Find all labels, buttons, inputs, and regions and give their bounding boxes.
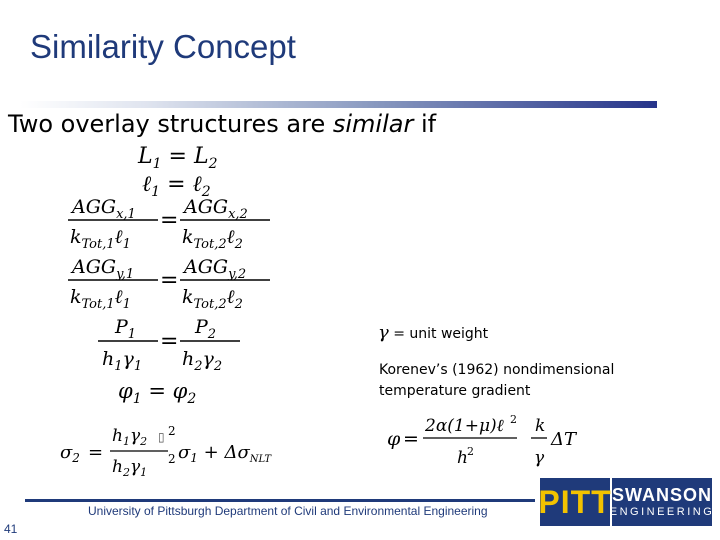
page-number: 41: [4, 522, 18, 536]
svg-text:σ1 + ΔσNLT: $\sigma_1 + \Delta\sigma_{NLT}$: [178, 442, 271, 465]
gamma-text: = unit weight: [388, 326, 489, 342]
svg-text:▯: ▯: [158, 430, 165, 444]
gamma-symbol: γ: [378, 322, 389, 343]
similarity-equations: [60, 135, 360, 495]
svg-text:h2γ2: $h_2\gamma_2$: [182, 348, 223, 374]
slide-subtitle: [8, 110, 436, 138]
svg-text:2: 2: [168, 452, 176, 466]
swanson-logo-mark: [609, 478, 715, 526]
korenev-note: [379, 360, 614, 402]
title-underline-bar: [20, 101, 657, 108]
svg-text:σ2: $\sigma_2$: [60, 442, 80, 465]
slide-title: Similarity Concept: [30, 28, 296, 65]
svg-text:=: =: [160, 208, 179, 233]
pitt-logo-mark: [540, 478, 610, 526]
eq-agg-y: [68, 256, 270, 312]
eq-radius-equality: ℓ$_1$ = ℓ$_2$: [142, 172, 211, 200]
svg-text:kTot,1ℓ1: $k_{Tot,1}\ell_1$: [70, 226, 131, 252]
svg-text:P2: $P_2$: [195, 316, 217, 342]
svg-text:2: 2: [467, 445, 474, 458]
eq-phi-equality: $\varphi_1 = \varphi_2$: [118, 379, 197, 407]
svg-text:ΔT: ΔT: [551, 429, 577, 450]
svg-text:=: =: [403, 428, 419, 450]
gamma-definition: [378, 322, 488, 343]
svg-text:kTot,2ℓ2: $k_{Tot,2}\ell_2$: [182, 286, 243, 312]
korenev-line-1: Korenev’s (1962) nondimensional: [379, 362, 615, 378]
svg-text:h1γ1: $h_1\gamma_1$: [102, 348, 143, 374]
svg-text:2: 2: [168, 424, 176, 438]
svg-text:k: k: [535, 416, 546, 436]
pitt-logo-text: PITT: [538, 483, 612, 520]
svg-text:h1γ2: $h_1\gamma_2$: [112, 426, 148, 448]
engineering-text: ENGINEERING: [609, 506, 715, 518]
svg-text:P1: $P_1$: [115, 316, 137, 342]
svg-text:=: =: [160, 329, 179, 354]
footer-rule: [25, 499, 535, 502]
svg-text:kTot,1ℓ1: $k_{Tot,1}\ell_1$: [70, 286, 131, 312]
subtitle-emphasis: similar: [332, 110, 414, 138]
svg-text:γ: γ: [534, 448, 545, 468]
svg-text:h2γ1: $h_2\gamma_1$: [112, 457, 148, 479]
eq-load-ratio: [98, 316, 240, 374]
swanson-text: SWANSON: [612, 485, 713, 505]
svg-text:2: 2: [510, 413, 517, 426]
svg-text:AGGy,2: $AGG_{y,2}$: [184, 256, 247, 282]
svg-text:AGGx,2: $AGG_{x,2}$: [184, 196, 248, 222]
eq-length-equality: $L_1 = L_2$: [138, 144, 218, 172]
svg-text:=: =: [88, 442, 104, 463]
svg-text:φ: φ: [387, 428, 401, 450]
korenev-line-2: temperature gradient: [379, 383, 531, 399]
svg-text:=: =: [160, 268, 179, 293]
pitt-swanson-logo: [538, 478, 715, 526]
svg-text:kTot,2ℓ2: $k_{Tot,2}\ell_2$: [182, 226, 243, 252]
svg-text:AGGy,1: $AGG_{y,1}$: [72, 256, 135, 282]
footer-institution: University of Pittsburgh Department of Civil and Environmental Engineering: [88, 504, 488, 518]
eq-stress-scaling: [60, 424, 272, 479]
subtitle-prefix: Two overlay structures are: [8, 110, 333, 138]
korenev-formula: [385, 405, 595, 475]
subtitle-suffix: if: [413, 110, 437, 138]
svg-text:AGGx,1: $AGG_{x,1}$: [72, 196, 136, 222]
svg-text:2α(1+μ)ℓ: 2α(1+μ)ℓ: [425, 416, 504, 436]
svg-text:h: h: [457, 448, 468, 468]
eq-agg-x: [68, 196, 270, 252]
